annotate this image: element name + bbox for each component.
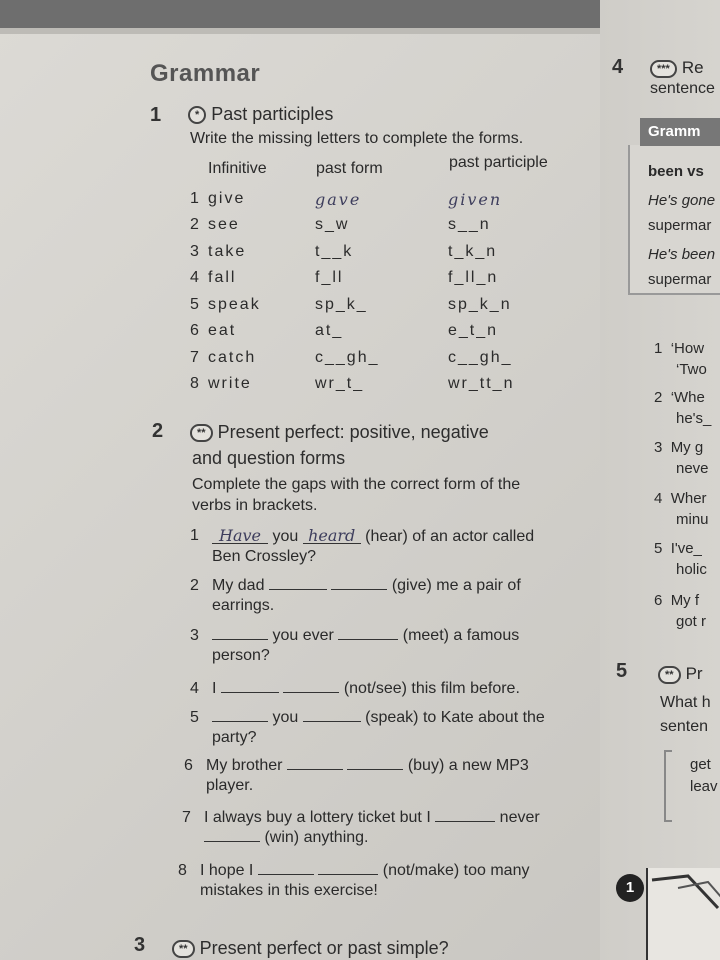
list-item (190, 679, 592, 699)
past-form-cell[interactable]: s_w (315, 216, 350, 233)
item-number: 2 (190, 577, 199, 594)
difficulty-badge: * (188, 106, 206, 124)
difficulty-badge: ** (172, 940, 195, 958)
list-item (654, 540, 702, 557)
past-form-cell[interactable]: gave (315, 190, 362, 209)
past-participle-cell[interactable]: f_ll_n (448, 269, 499, 286)
item-text-line-2: earrings. (212, 597, 275, 614)
past-form-cell[interactable]: f_ll (315, 269, 344, 286)
answer-blank[interactable] (221, 679, 279, 693)
item-number: 4 (654, 490, 663, 507)
past-participle-cell[interactable]: wr_tt_n (448, 375, 515, 392)
list-item (654, 439, 703, 456)
exercise-5-line-1: What h (660, 694, 711, 711)
grammar-box-title: Gramm (640, 118, 720, 146)
item-number: 6 (184, 757, 193, 774)
difficulty-badge: *** (650, 60, 677, 78)
item-number: 4 (190, 680, 199, 697)
item-text-line-2: player. (206, 777, 254, 794)
column-header-past-participle: past participle (449, 154, 548, 171)
infinitive-cell: see (208, 216, 240, 233)
item-text: (buy) a new MP3 (407, 757, 529, 774)
past-participle-cell[interactable]: c__gh_ (448, 349, 513, 366)
item-number: 3 (190, 627, 199, 644)
exercise-5-number: 5 (616, 660, 628, 682)
list-item (182, 808, 594, 848)
grammar-box-heading: been vs (648, 163, 704, 180)
item-number: 3 (654, 439, 663, 456)
table-row (190, 322, 590, 348)
column-header-past-form: past form (316, 160, 383, 177)
exercise-2-title (190, 422, 489, 443)
exercise-5-title-text: Pr (685, 664, 703, 683)
answer-blank[interactable] (258, 861, 314, 875)
list-item (654, 389, 705, 406)
past-form-cell[interactable]: at_ (315, 322, 344, 339)
infinitive-cell: eat (208, 322, 237, 339)
exercise-1-instruction: Write the missing letters to complete the forms. (190, 130, 524, 147)
list-item (190, 708, 592, 748)
item-text: I've_ (670, 540, 702, 557)
word-box-item: get (690, 756, 711, 773)
table-row (190, 349, 590, 375)
row-number: 7 (190, 349, 201, 366)
table-row (190, 216, 590, 242)
item-text: My brother (206, 757, 283, 774)
row-number: 2 (190, 216, 201, 233)
answer-blank[interactable] (347, 756, 403, 770)
infinitive-cell: write (208, 375, 252, 392)
list-item (190, 626, 592, 666)
item-text-line-2: person? (212, 647, 270, 664)
item-text: you ever (272, 627, 334, 644)
item-text: (not/make) too many (382, 862, 530, 879)
row-number: 4 (190, 269, 201, 286)
grammar-example: He's been (648, 246, 716, 263)
exercise-2-number: 2 (152, 420, 164, 442)
exercise-2-instruction-line-1: Complete the gaps with the correct form of the (192, 476, 521, 493)
exercise-5-line-2: senten (660, 718, 709, 735)
item-text: ‘Whe (670, 389, 705, 406)
item-text: I always buy a lottery ticket but I (204, 809, 431, 826)
item-text-line-2: party? (212, 729, 257, 746)
item-text-line-2: got r (676, 613, 707, 630)
past-form-cell[interactable]: sp_k_ (315, 296, 368, 313)
past-participle-cell[interactable]: t_k_n (448, 243, 498, 260)
item-number: 1 (190, 527, 199, 544)
grammar-example: supermar (648, 271, 712, 288)
exercise-3-title (172, 938, 449, 959)
item-text: (give) me a pair of (391, 577, 521, 594)
exercise-4-number: 4 (612, 56, 624, 78)
answer-blank[interactable] (287, 756, 343, 770)
answer-blank[interactable] (303, 708, 361, 722)
row-number: 6 (190, 322, 201, 339)
answer-blank[interactable] (212, 626, 268, 640)
exercise-1-title-text: Past participles (211, 104, 334, 124)
item-text-line-2: Ben Crossley? (212, 548, 317, 565)
past-participle-cell[interactable]: e_t_n (448, 322, 499, 339)
exercise-4-line-2: sentence (650, 80, 715, 97)
table-row (190, 375, 590, 401)
list-item (190, 526, 592, 567)
item-number: 5 (654, 540, 663, 557)
answer-blank[interactable] (269, 576, 327, 590)
exercise-4-title-text: Re (681, 58, 704, 77)
item-text-line-2: he's_ (676, 410, 712, 427)
item-text: My g (670, 439, 704, 456)
row-number: 8 (190, 375, 201, 392)
word-box-item: leav (690, 778, 718, 795)
list-item (178, 861, 592, 901)
difficulty-badge: ** (658, 666, 681, 684)
section-heading: Grammar (150, 60, 261, 87)
item-text-line-2: neve (676, 460, 709, 477)
answer-blank[interactable] (338, 626, 398, 640)
answer-blank[interactable]: heard (303, 526, 361, 544)
answer-blank[interactable] (435, 808, 495, 822)
infinitive-cell: fall (208, 269, 237, 286)
row-number: 5 (190, 296, 201, 313)
item-number: 8 (178, 862, 187, 879)
answer-blank[interactable] (204, 828, 260, 842)
item-text: you (272, 528, 299, 545)
illustration-image (646, 868, 720, 960)
item-text-line-2: (win) anything. (264, 829, 369, 846)
item-number: 7 (182, 809, 191, 826)
infinitive-cell: take (208, 243, 247, 260)
top-banner (0, 0, 600, 28)
circled-number-badge: 1 (616, 874, 644, 902)
item-number: 2 (654, 389, 663, 406)
exercise-1-title (188, 104, 333, 125)
grammar-example: supermar (648, 217, 712, 234)
answer-blank[interactable]: Have (212, 526, 268, 544)
answer-blank[interactable] (212, 708, 268, 722)
answer-blank[interactable] (283, 679, 339, 693)
list-item (654, 340, 704, 357)
past-participle-cell[interactable]: s__n (448, 216, 491, 233)
answer-blank[interactable] (331, 576, 387, 590)
item-number: 5 (190, 709, 199, 726)
answer-blank[interactable] (318, 861, 378, 875)
infinitive-cell: catch (208, 349, 257, 366)
infinitive-cell: speak (208, 296, 261, 313)
exercise-5-title (658, 664, 703, 684)
infinitive-cell: give (208, 190, 246, 207)
difficulty-badge: ** (190, 424, 213, 442)
item-text: My f (670, 592, 700, 609)
item-text: (meet) a famous (402, 627, 520, 644)
item-text: (not/see) this film before. (343, 680, 520, 697)
item-text: I hope I (200, 862, 254, 879)
exercise-3-number: 3 (134, 934, 146, 956)
row-number: 1 (190, 190, 201, 207)
table-row (190, 190, 590, 216)
exercise-4-title (650, 58, 704, 78)
exercise-3-title-text: Present perfect or past simple? (199, 938, 449, 958)
table-row (190, 269, 590, 295)
item-text: My dad (212, 577, 265, 594)
past-form-cell[interactable]: wr_t_ (315, 375, 365, 392)
item-number: 6 (654, 592, 663, 609)
item-text: never (499, 809, 540, 826)
past-participle-cell[interactable]: given (448, 190, 503, 209)
item-text-line-2: ‘Two (676, 361, 707, 378)
item-text: Wher (670, 490, 707, 507)
illustration-icon (648, 868, 720, 960)
item-text-line-2: minu (676, 511, 709, 528)
table-row (190, 296, 590, 322)
item-text-line-2: holic (676, 561, 707, 578)
grammar-example: He's gone (648, 192, 716, 209)
list-item (190, 576, 592, 616)
list-item (184, 756, 592, 796)
exercise-2-instruction-line-2: verbs in brackets. (192, 497, 318, 514)
item-text: (speak) to Kate about the (365, 709, 545, 726)
item-text: (hear) of an actor called (365, 528, 535, 545)
column-header-infinitive: Infinitive (208, 160, 267, 177)
table-row (190, 243, 590, 269)
list-item (654, 490, 707, 507)
item-text: I (212, 680, 217, 697)
item-text: you (272, 709, 299, 726)
word-box-bracket (664, 750, 672, 822)
list-item (654, 592, 699, 609)
item-text: ‘How (670, 340, 705, 357)
item-text-line-2: mistakes in this exercise! (200, 882, 378, 899)
exercise-2-title-line-1: Present perfect: positive, negative (217, 422, 489, 442)
past-participle-cell[interactable]: sp_k_n (448, 296, 512, 313)
past-form-cell[interactable]: c__gh_ (315, 349, 380, 366)
row-number: 3 (190, 243, 201, 260)
past-form-cell[interactable]: t__k (315, 243, 354, 260)
exercise-1-number: 1 (150, 104, 162, 126)
exercise-2-title-line-2: and question forms (192, 448, 346, 468)
item-number: 1 (654, 340, 663, 357)
